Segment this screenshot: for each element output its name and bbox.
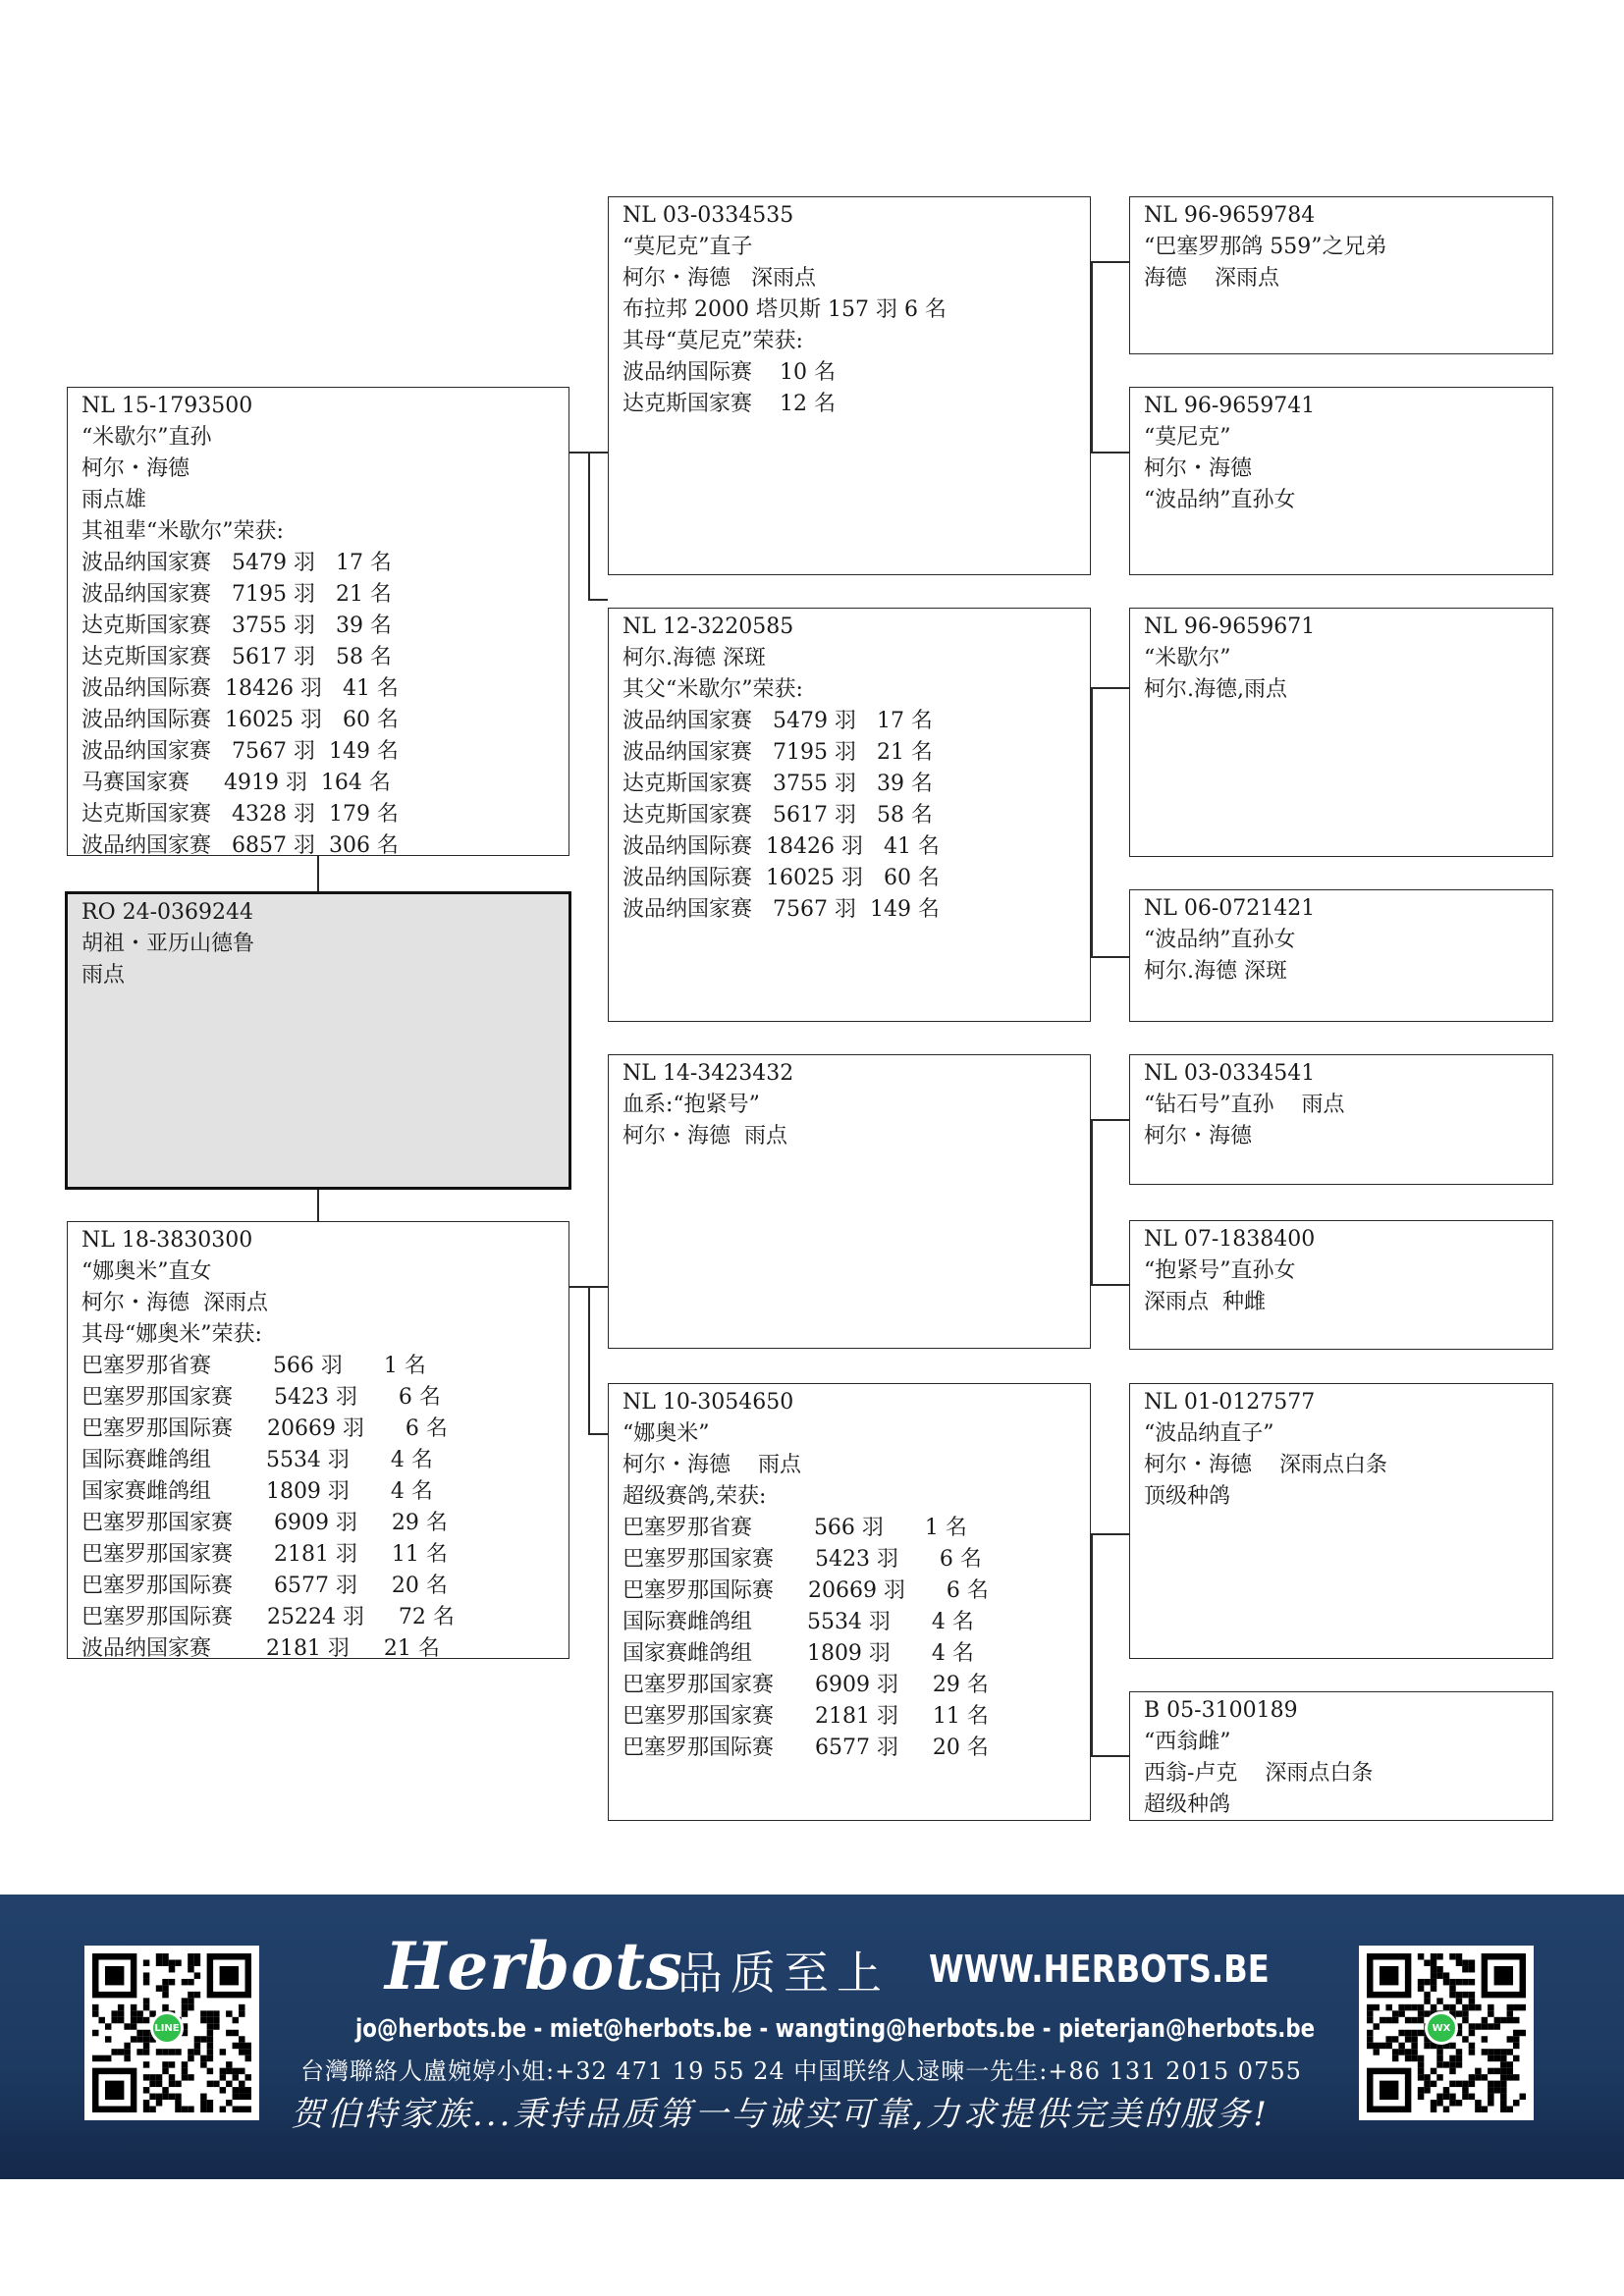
pedigree-line: “娜奥米”直女 (81, 1259, 212, 1284)
pedigree-line: 巴塞罗那国家赛 5423 羽 6 名 (623, 1547, 982, 1572)
ring-number: NL 18-3830300 (81, 1228, 253, 1253)
pedigree-line: 柯尔・海德 雨点 (623, 1453, 801, 1477)
slogan: 品质至上 (677, 1947, 890, 2000)
phone-contacts: 台灣聯絡人盧婉婷小姐:+32 471 19 55 24 中国联络人逯暕一先生:+86 131 2015 0755 (300, 2057, 1302, 2085)
ring-number: NL 07-1838400 (1144, 1227, 1316, 1252)
pedigree-line: 柯尔・海德 (1144, 1124, 1253, 1148)
pedigree-line: 波品纳国际赛 18426 羽 41 名 (623, 834, 940, 859)
brand-logo: Herbots (385, 1928, 683, 2004)
pedigree-line: 巴塞罗那国家赛 6909 羽 29 名 (623, 1673, 989, 1697)
dss-box (1129, 1054, 1553, 1185)
sire-box (67, 387, 569, 856)
ring-number: RO 24-0369244 (81, 900, 254, 925)
ring-number: NL 01-0127577 (1144, 1390, 1316, 1415)
pedigree-line: “抱紧号”直孙女 (1144, 1258, 1296, 1283)
pedigree-line: 巴塞罗那国家赛 2181 羽 11 名 (81, 1542, 448, 1567)
pedigree-line: 雨点 (81, 963, 126, 988)
pedigree-line: 柯尔・海德 深雨点 (81, 1291, 268, 1315)
connector (1091, 1755, 1129, 1757)
ring-number: NL 03-0334541 (1144, 1061, 1316, 1086)
pedigree-line: 巴塞罗那国家赛 6909 羽 29 名 (81, 1511, 448, 1535)
connector (1091, 452, 1129, 454)
pedigree-line: 海德 深雨点 (1144, 266, 1279, 291)
connector (588, 452, 590, 599)
wechat-qr-code[interactable] (1359, 1946, 1534, 2120)
dsd-box (1129, 1220, 1553, 1350)
pedigree-line: 柯尔.海德 深斑 (623, 646, 766, 670)
ring-number: B 05-3100189 (1144, 1698, 1298, 1723)
ring-number: NL 03-0334535 (623, 203, 794, 228)
pedigree-line: 波品纳国际赛 16025 羽 60 名 (81, 708, 399, 732)
pedigree-line: 巴塞罗那国际赛 6577 羽 20 名 (81, 1574, 448, 1598)
connector (1091, 687, 1129, 689)
pedigree-line: 巴塞罗那国际赛 20669 羽 6 名 (81, 1416, 448, 1441)
connector (1091, 1284, 1129, 1286)
pedigree-line: 雨点雄 (81, 488, 147, 512)
pedigree-line: 柯尔・海德 深雨点 (623, 266, 816, 291)
ddd-box (1129, 1691, 1553, 1821)
pedigree-line: 血系:“抱紧号” (623, 1093, 760, 1117)
connector (1091, 261, 1129, 263)
pedigree-line: 其祖辈“米歇尔”荣获: (81, 519, 284, 544)
connector (317, 1190, 319, 1221)
pedigree-line: 波品纳国家赛 5479 羽 17 名 (623, 709, 933, 733)
connector (588, 599, 608, 601)
pedigree-line: “波品纳”直孙女 (1144, 928, 1296, 952)
dds-box (1129, 1383, 1553, 1659)
connector (588, 1286, 590, 1433)
ring-number: NL 96-9659741 (1144, 394, 1316, 418)
pedigree-line: 达克斯国家赛 5617 羽 58 名 (623, 803, 933, 828)
pedigree-line: 柯尔・海德 (1144, 456, 1253, 481)
ring-number: NL 96-9659671 (1144, 614, 1316, 639)
sdd-box (1129, 889, 1553, 1022)
pedigree-line: “莫尼克”直子 (623, 235, 753, 259)
connector (1091, 956, 1129, 958)
pedigree-line: “莫尼克” (1144, 425, 1231, 450)
pedigree-line: 巴塞罗那国际赛 20669 羽 6 名 (623, 1578, 989, 1603)
dam-dam-box (608, 1383, 1091, 1821)
ring-number: NL 15-1793500 (81, 394, 253, 418)
line-icon: LINE (150, 2011, 184, 2045)
connector (317, 856, 319, 891)
pedigree-line: “波品纳直子” (1144, 1421, 1274, 1446)
pedigree-line: “娜奥米” (623, 1421, 710, 1446)
pedigree-line: 达克斯国家赛 3755 羽 39 名 (81, 614, 392, 638)
footer-banner (0, 1895, 1624, 2179)
ring-number: NL 14-3423432 (623, 1061, 794, 1086)
pedigree-line: 波品纳国际赛 10 名 (623, 360, 836, 385)
pedigree-line: 波品纳国家赛 7567 羽 149 名 (623, 897, 940, 922)
pedigree-line: 柯尔・海德 深雨点白条 (1144, 1453, 1387, 1477)
line-qr-code[interactable] (84, 1946, 259, 2120)
tagline: 贺伯特家族...秉持品质第一与诚实可靠,力求提供完美的服务! (291, 2095, 1270, 2134)
pedigree-line: 巴塞罗那国际赛 25224 羽 72 名 (81, 1605, 455, 1629)
wechat-icon: WX (1425, 2011, 1458, 2045)
pedigree-line: “西翁雌” (1144, 1730, 1231, 1754)
connector (588, 1433, 608, 1435)
ring-number: NL 10-3054650 (623, 1390, 794, 1415)
pedigree-line: 国家赛雌鸽组 1809 羽 4 名 (623, 1641, 974, 1666)
subject-bird-box (65, 891, 571, 1190)
pedigree-line: 国际赛雌鸽组 5534 羽 4 名 (623, 1610, 974, 1634)
pedigree-line: “米歇尔”直孙 (81, 425, 212, 450)
pedigree-line: 柯尔.海德 深斑 (1144, 959, 1287, 984)
pedigree-line: 马赛国家赛 4919 羽 164 名 (81, 771, 391, 795)
pedigree-line: 柯尔.海德,雨点 (1144, 677, 1287, 702)
pedigree-line: 波品纳国家赛 7567 羽 149 名 (81, 739, 399, 764)
ring-number: NL 96-9659784 (1144, 203, 1316, 228)
pedigree-line: “钻石号”直孙 雨点 (1144, 1093, 1345, 1117)
pedigree-line: 深雨点 种雌 (1144, 1290, 1266, 1314)
pedigree-line: 其母“娜奥米”荣获: (81, 1322, 262, 1347)
sire-dam-box (608, 608, 1091, 1022)
connector (1091, 1119, 1129, 1121)
pedigree-line: 布拉邦 2000 塔贝斯 157 羽 6 名 (623, 297, 947, 322)
pedigree-line: 达克斯国家赛 3755 羽 39 名 (623, 772, 933, 796)
dam-sire-box (608, 1054, 1091, 1349)
sss-box (1129, 196, 1553, 354)
ring-number: NL 12-3220585 (623, 614, 794, 639)
pedigree-line: 柯尔・海德 (81, 456, 190, 481)
pedigree-line: 巴塞罗那国家赛 2181 羽 11 名 (623, 1704, 989, 1729)
pedigree-line: 西翁-卢克 深雨点白条 (1144, 1761, 1374, 1786)
connector (1091, 1533, 1093, 1755)
pedigree-line: 达克斯国家赛 4328 羽 179 名 (81, 802, 399, 827)
sds-box (1129, 608, 1553, 857)
pedigree-line: 其母“莫尼克”荣获: (623, 329, 803, 353)
connector (1091, 1119, 1093, 1284)
connector (1091, 1533, 1129, 1535)
pedigree-line: 波品纳国家赛 6857 羽 306 名 (81, 833, 399, 856)
dam-box (67, 1221, 569, 1659)
website-link[interactable]: WWW.HERBOTS.BE (929, 1948, 1270, 1991)
pedigree-line: 国家赛雌鸽组 1809 羽 4 名 (81, 1479, 433, 1504)
pedigree-line: 超级种鸽 (1144, 1792, 1231, 1817)
pedigree-line: 波品纳国家赛 7195 羽 21 名 (623, 740, 933, 765)
pedigree-line: 胡祖・亚历山德鲁 (81, 932, 255, 956)
ssd-box (1129, 387, 1553, 575)
pedigree-line: 达克斯国家赛 12 名 (623, 392, 836, 416)
pedigree-line: 其父“米歇尔”荣获: (623, 677, 803, 702)
pedigree-line: 波品纳国际赛 16025 羽 60 名 (623, 866, 940, 890)
pedigree-line: 波品纳国家赛 5479 羽 17 名 (81, 551, 392, 575)
pedigree-line: “米歇尔” (1144, 646, 1231, 670)
email-contacts[interactable]: jo@herbots.be - miet@herbots.be - wangting@herbots.be - pieterjan@herbots.be (355, 2014, 1316, 2044)
pedigree-line: 国际赛雌鸽组 5534 羽 4 名 (81, 1448, 433, 1472)
pedigree-line: 巴塞罗那省赛 566 羽 1 名 (81, 1354, 426, 1378)
pedigree-line: 达克斯国家赛 5617 羽 58 名 (81, 645, 392, 669)
pedigree-line: 波品纳国际赛 18426 羽 41 名 (81, 676, 399, 701)
connector (1091, 261, 1093, 452)
pedigree-line: 柯尔・海德 雨点 (623, 1124, 787, 1148)
pedigree-line: 巴塞罗那省赛 566 羽 1 名 (623, 1516, 967, 1540)
sire-sire-box (608, 196, 1091, 575)
pedigree-line: 巴塞罗那国际赛 6577 羽 20 名 (623, 1735, 989, 1760)
pedigree-line: 巴塞罗那国家赛 5423 羽 6 名 (81, 1385, 441, 1410)
pedigree-line: 顶级种鸽 (1144, 1484, 1231, 1509)
pedigree-line: 超级赛鸽,荣获: (623, 1484, 767, 1509)
pedigree-line: “巴塞罗那鸽 559”之兄弟 (1144, 235, 1387, 259)
pedigree-line: 波品纳国家赛 7195 羽 21 名 (81, 582, 392, 607)
connector (1091, 687, 1093, 956)
pedigree-line: 波品纳国家赛 2181 羽 21 名 (81, 1636, 440, 1659)
ring-number: NL 06-0721421 (1144, 896, 1316, 921)
pedigree-line: “波品纳”直孙女 (1144, 488, 1296, 512)
